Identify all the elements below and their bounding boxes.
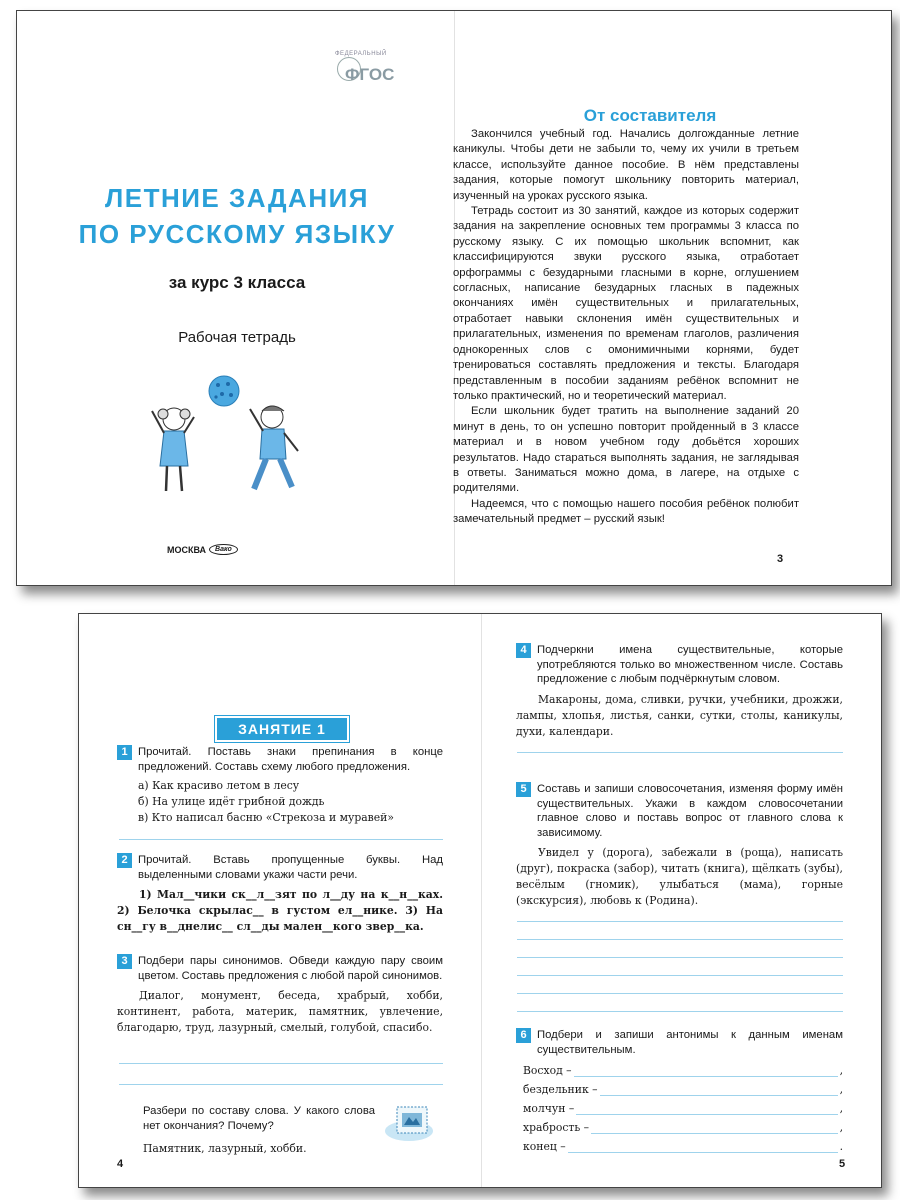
intro-text: Закончился учебный год. Начались долгожданные летние каникулы. Чтобы дети не забыли то, чему их учили в третьем классе, используйте данное пособие. В нём представлены задания, которые помогут школьнику повторить материал, изученный на уроках русского языка. Тетрадь состоит из 30 занятий, каждое из которых содержит задания на закрепление основных тем программы 3 класса по русскому языку. С их помощью школьник вспомнит, как классифицируются звуки русского языка, отработает орфограммы с безударными гласными в корне, оглушением согласных, написание безударных гласных в падежных окончаниях имён существительных и прилагательных, отработает навыки склонения имён существительных и прилагательных, изменения по временам глаголов, различения однокоренных слов с омонимичными корнями, будет тренироваться составлять предложения и тексты. Благодаря представленным в пособии заданиям ребёнок вспомнит не только практический, но и теоретический материал. Если школьник будет тратить на выполнение заданий 20 минут в день, то он успешно повторит пройденный в 3 классе материал и в новом учебном году добьётся хороших результатов. Надо стараться выполнять задания, не заглядывая в ответы. Заниматься можно дома, в лагере, на отдыхе с родителями. Надеемся, что с помощью нашего пособия ребёнок полюбит замечательный предмет – русский язык! xyxy=(453,128,799,526)
bottom-spread xyxy=(78,613,882,1188)
gutter xyxy=(481,614,482,1187)
answer-line[interactable] xyxy=(517,957,843,958)
antonym-row: бездельник – , xyxy=(523,1083,843,1096)
stamp-icon xyxy=(385,1101,437,1143)
antonym-row: молчун – , xyxy=(523,1102,843,1115)
answer-line[interactable] xyxy=(568,1143,838,1153)
task-4: 4 Подчеркни имена существительные, которые употребляются только во множественном числе. Составь предложение с любым подчёркнутым словом. Макароны, дома, сливки, ручки, учебники, дрожжи, лампы, хлопья, листья, санки, сутки, столы, каникулы, духи, календари. xyxy=(516,644,843,738)
task-5: 5 Составь и запиши словосочетания, изменяя форму имён существительных. Укажи в каждом словосочетании главное слово и поставь вопрос от главного слова к зависимому. Увидел у (дорога), забежали в (роща), написать (друг), покраска (забор), читать (книга), щёлкать (зубы), весёлым (гномик), улыбаться (мама), горные (экскурсия), любовь к (Родина). xyxy=(516,783,843,908)
top-spread xyxy=(16,10,892,586)
publisher-logo: Вако xyxy=(209,544,238,555)
fgos-logo: ФЕДЕРАЛЬНЫЙ ФГОС xyxy=(335,51,395,84)
page-number: 3 xyxy=(777,553,784,565)
page-number-right: 5 xyxy=(839,1158,846,1170)
task-6: 6 Подбери и запиши антонимы к данным именам существительным. xyxy=(516,1028,843,1057)
answer-line[interactable] xyxy=(517,752,843,753)
page-number-left: 4 xyxy=(117,1158,124,1170)
answer-line[interactable] xyxy=(600,1086,838,1096)
intro-title: От составителя xyxy=(583,106,717,125)
bonus-task: Разбери по составу слова. У какого слова нет окончания? Почему? Памятник, лазурный, хобби. xyxy=(143,1105,375,1156)
answer-line[interactable] xyxy=(517,993,843,994)
answer-line[interactable] xyxy=(517,921,843,922)
answer-line[interactable] xyxy=(119,1063,443,1064)
antonym-row: конец – . xyxy=(523,1140,843,1153)
task-3: 3 Подбери пары синонимов. Обведи каждую пару своим цветом. Составь предложения с любой парой синонимов. Диалог, монумент, беседа, храбрый, хобби, континент, работа, материк, памятник, увлечение, благодарю, труд, лазурный, смелый, голубой, спасибо. xyxy=(117,955,443,1035)
answer-line[interactable] xyxy=(119,1084,443,1085)
cover-title-line2: ПО РУССКОМУ ЯЗЫКУ xyxy=(78,219,396,249)
answer-line[interactable] xyxy=(574,1067,838,1077)
publisher: МОСКВА Вако xyxy=(167,544,238,555)
answer-line[interactable] xyxy=(591,1124,837,1134)
lesson-title: ЗАНЯТИЕ 1 xyxy=(215,716,349,742)
answer-line[interactable] xyxy=(517,939,843,940)
answer-line[interactable] xyxy=(517,1011,843,1012)
answer-line[interactable] xyxy=(517,975,843,976)
antonym-row: храбрость – , xyxy=(523,1121,843,1134)
answer-line[interactable] xyxy=(576,1105,837,1115)
cover-note: Рабочая тетрадь xyxy=(178,329,296,346)
cover-subtitle: за курс 3 класса xyxy=(168,273,306,292)
answer-line[interactable] xyxy=(119,839,443,840)
cover-title-line1: ЛЕТНИЕ ЗАДАНИЯ xyxy=(105,183,369,213)
task-2: 2 Прочитай. Вставь пропущенные буквы. Над выделенными словами укажи части речи. 1) Мал__чики ск__л__зят по л__ду на к__н__ках. 2) Белочка скрылас__ в густом ел__нике. 3) На сн__гу в__днелис__ сл__ды мален__кого звер__ка. xyxy=(117,854,443,934)
antonym-row: Восход – , xyxy=(523,1064,843,1077)
task-1: 1 Прочитай. Поставь знаки препинания в конце предложений. Составь схему любого предложения. а) Как красиво летом в лесу б) На улице идёт грибной дождь в) Кто написал басню «Стрекоза и муравей» xyxy=(117,745,443,826)
children-playing-illustration xyxy=(142,371,312,501)
